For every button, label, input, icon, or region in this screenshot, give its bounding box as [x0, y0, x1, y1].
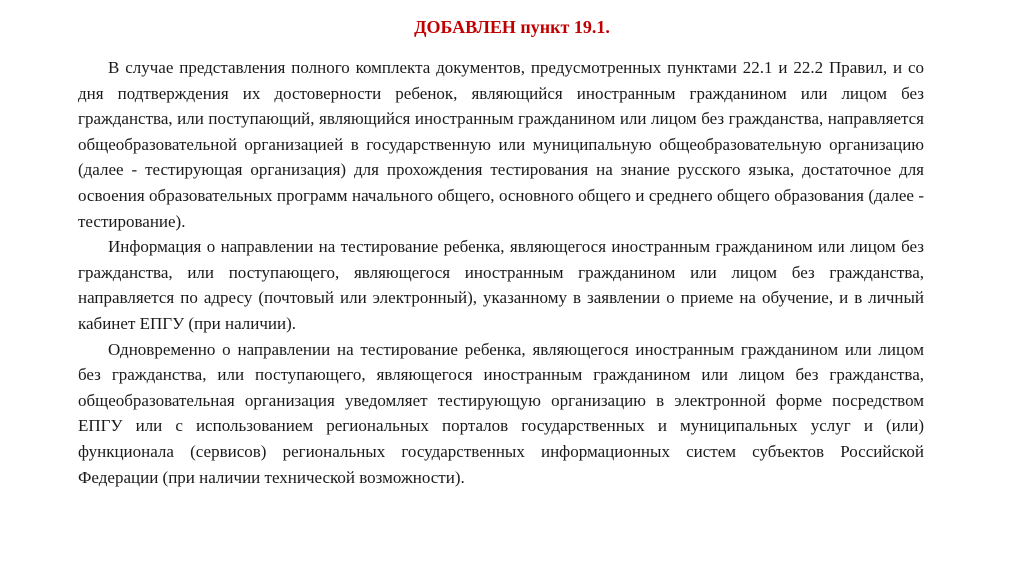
document-body — [78, 55, 924, 490]
paragraph-1: В случае представления полного комплекта документов, предусмотренных пунктами 22.1 и 22.2 Правил, и со дня подтверждения их достоверности ребенок, являющийся иностранным гражданином или лицом без гражданства, или поступающий, являющийся иностранным гражданином или лицом без гражданства, направляется общеобразовательной организацией в государственную или муниципальную общеобразовательную организацию (далее - тестирующая организация) для прохождения тестирования на знание русского языка, достаточное для освоения образовательных программ начального общего, основного общего и среднего общего образования (далее - тестирование). — [78, 58, 924, 231]
page-title: ДОБАВЛЕН пункт 19.1. — [414, 17, 610, 37]
paragraph-2: Информация о направлении на тестирование ребенка, являющегося иностранным гражданином или лицом без гражданства, или поступающего, являющегося иностранным гражданином или лицом без гражданства, направляется по адресу (почтовый или электронный), указанному в заявлении о приеме на обучение, и в личный кабинет ЕПГУ (при наличии). — [78, 237, 924, 333]
paragraph-3: Одновременно о направлении на тестирование ребенка, являющегося иностранным гражданином или лицом без гражданства, или поступающего, являющегося иностранным гражданином или лицом без гражданства, общеобразовательная организация уведомляет тестирующую организацию в электронной форме посредством ЕПГУ или с использованием региональных порталов государственных и муниципальных услуг и (или) функционала (сервисов) региональных государственных информационных систем субъектов Российской Федерации (при наличии технической возможности). — [78, 339, 924, 487]
